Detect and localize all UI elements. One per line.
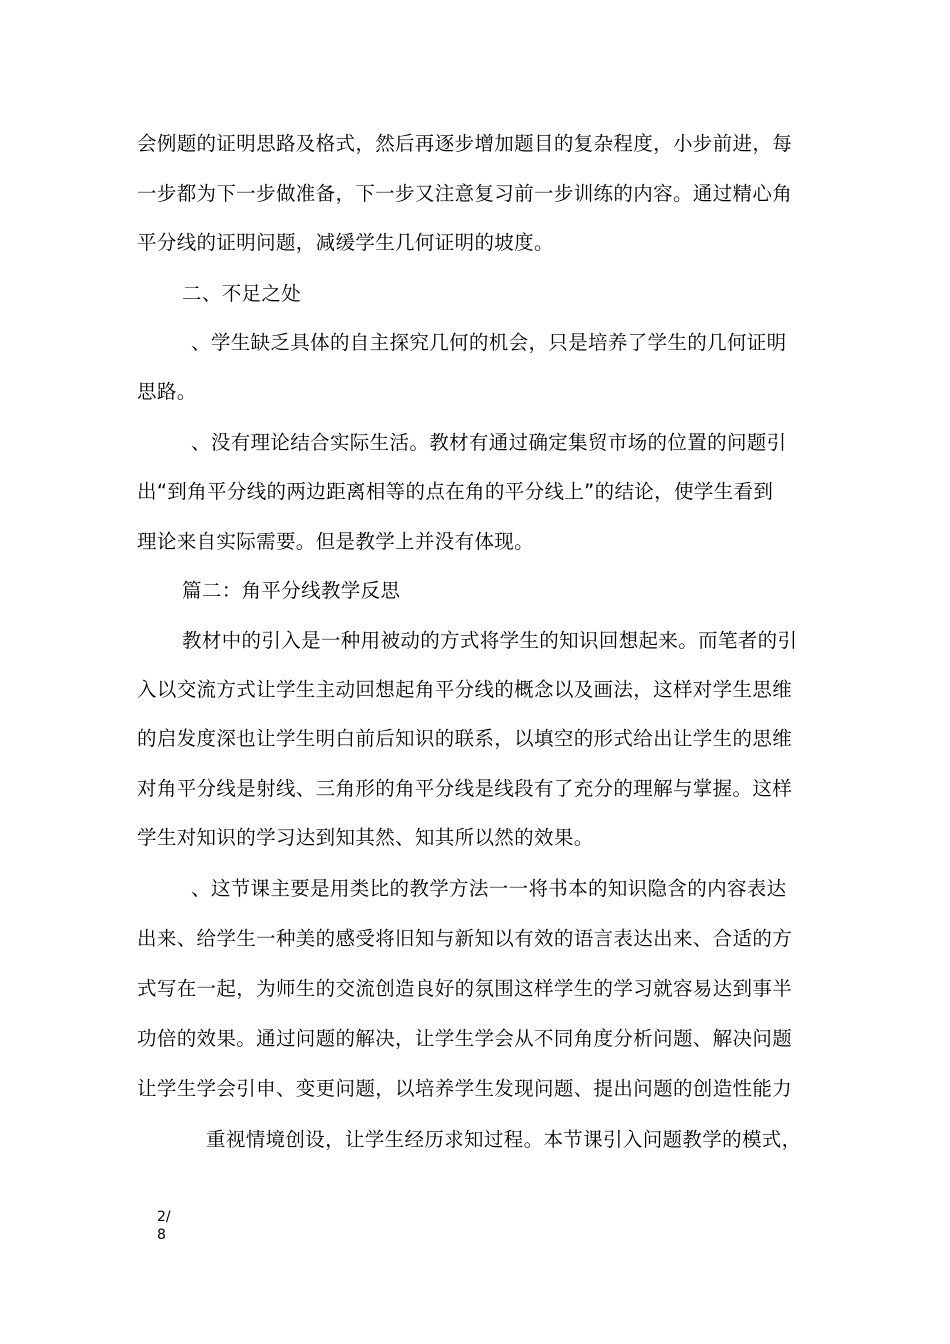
body-line-5: 、学生缺乏具体的自主探究几何的机会，只是培养了学生的几何证明: [191, 331, 787, 354]
body-line-6: 思路。: [137, 380, 197, 403]
body-line-15: 学生对知识的学习达到知其然、知其所以然的效果。: [137, 826, 594, 849]
body-line-3: 平分线的证明问题，减缓学生几何证明的坡度。: [137, 231, 554, 254]
body-line-21: 重视情境创设，让学生经历求知过程。本节课引入问题教学的模式，: [206, 1128, 802, 1151]
body-line-9: 理论来自实际需要。但是教学上并没有体现。: [137, 530, 535, 553]
body-line-12: 入以交流方式让学生主动回想起角平分线的概念以及画法，这样对学生思维: [137, 678, 793, 701]
body-line-16: 、这节课主要是用类比的教学方法一一将书本的知识隐含的内容表达: [191, 877, 787, 900]
body-line-18: 式写在一起，为师生的交流创造良好的氛围这样学生的学习就容易达到事半: [137, 977, 793, 1000]
section-heading-shortcomings: 二、不足之处: [182, 282, 302, 305]
body-line-8: 出“到角平分线的两边距离相等的点在角的平分线上”的结论，使学生看到: [137, 480, 774, 503]
body-line-13: 的启发度深也让学生明白前后知识的联系，以填空的形式给出让学生的思维: [137, 727, 793, 750]
body-line-19: 功倍的效果。通过问题的解决，让学生学会从不同角度分析问题、解决问题: [137, 1027, 793, 1050]
body-line-7: 、没有理论结合实际生活。教材有通过确定集贸市场的位置的问题引: [191, 431, 787, 454]
page-number-top: 2/: [157, 1209, 171, 1225]
body-line-11: 教材中的引入是一种用被动的方式将学生的知识回想起来。而笔者的引: [182, 629, 798, 652]
section-heading-part-two: 篇二：角平分线教学反思: [182, 579, 401, 602]
body-line-1: 会例题的证明思路及格式，然后再逐步增加题目的复杂程度，小步前进，每: [137, 132, 793, 155]
body-line-20: 让学生学会引申、变更问题，以培养学生发现问题、提出问题的创造性能力: [137, 1077, 793, 1100]
body-line-2: 一步都为下一步做准备，下一步又注意复习前一步训练的内容。通过精心角: [137, 182, 793, 205]
page-number-bottom: 8: [157, 1227, 166, 1243]
body-line-17: 出来、给学生一种美的感受将旧知与新知以有效的语言表达出来、合适的方: [137, 927, 793, 950]
body-line-14: 对角平分线是射线、三角形的角平分线是线段有了充分的理解与掌握。这样: [137, 777, 793, 800]
